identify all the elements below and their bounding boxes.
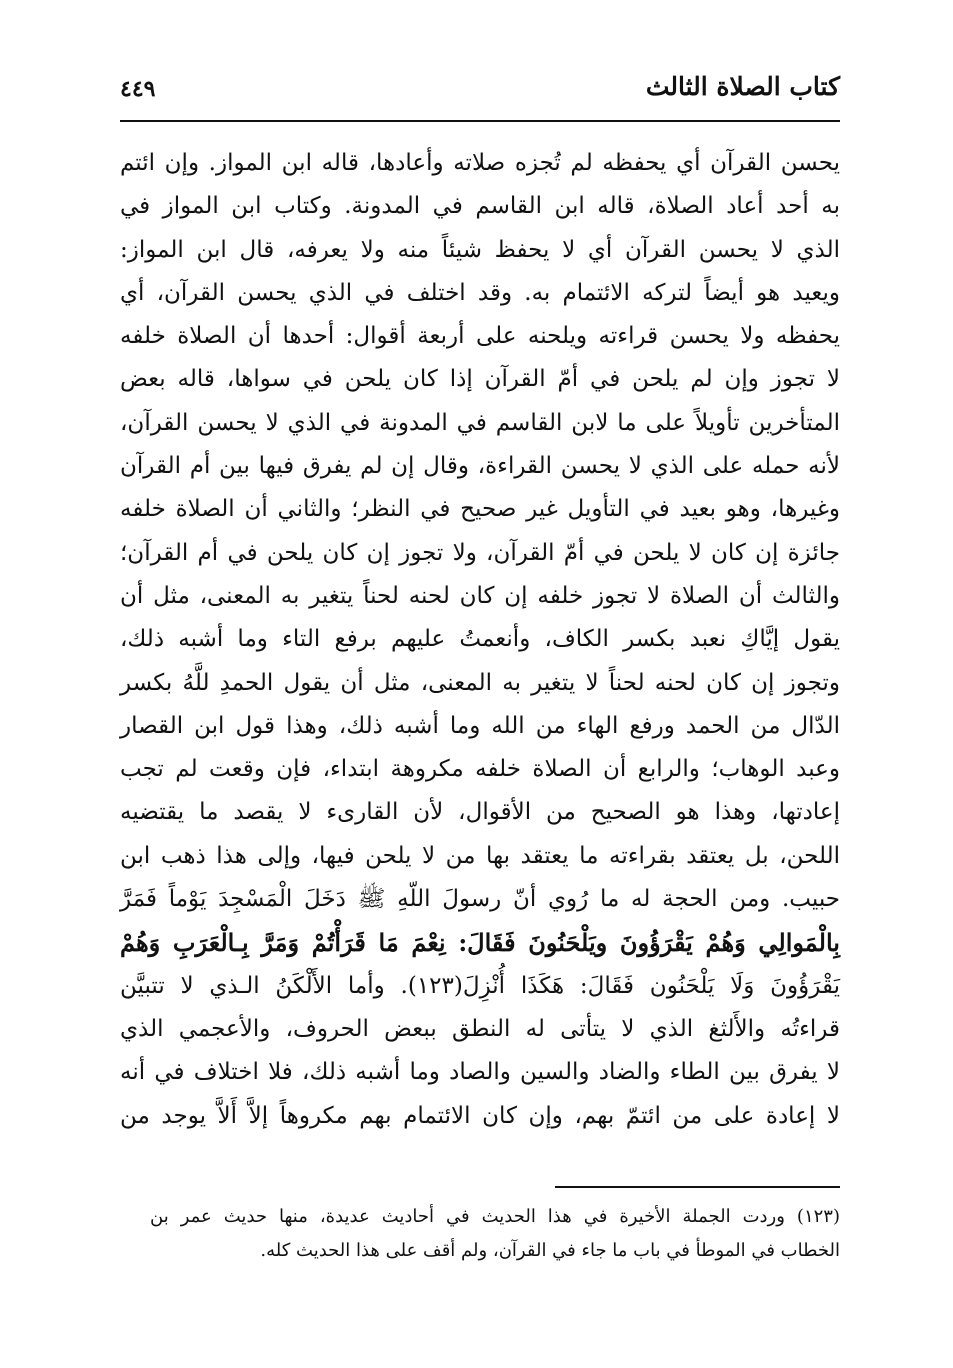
footnote-line: الخطاب في الموطأ في باب ما جاء في القرآن، ولم أقف على هذا الحديث كله.: [260, 1240, 840, 1261]
chapter-title: كتاب الصلاة الثالث: [645, 72, 840, 101]
text-line: لأنه حمله على الذي لا يحسن القراءة، وقال إن لم يفرق فيها بين أم القرآن: [120, 453, 840, 480]
text-line: لا تجوز وإن لم يلحن في أمّ القرآن إذا كان يلحن في سواها، قاله بعض: [120, 366, 840, 393]
footnotes: [150, 1200, 840, 1268]
text-line: حبيب. ومن الحجة له ما رُوي أنّ رسولَ اللّهِ ﷺ دَخَلَ الْمَسْجِدَ يَوْماً فَمَرَّ: [120, 886, 840, 913]
footnote-line: (١٢٣) وردت الجملة الأخيرة في هذا الحديث في أحاديث عديدة، منها حديث عمر بن: [150, 1206, 840, 1227]
text-line: يحسن القرآن أي يحفظه لم تُجزه صلاته وأعادها، قاله ابن المواز. وإن ائتم: [120, 150, 840, 176]
text-line: يقول إيَّاكِ نعبد بكسر الكاف، وأنعمتُ عليهم برفع التاء وما أشبه ذلك،: [120, 626, 840, 653]
text-line: والثالث أن الصلاة لا تجوز خلفه إن كان لحنه لحناً يتغير به المعنى، مثل أن: [120, 582, 840, 609]
main-text: [120, 142, 840, 1138]
text-line: المتأخرين تأويلاً على ما لابن القاسم في المدونة في الذي لا يحسن القرآن،: [120, 409, 840, 436]
text-line: وعبد الوهاب؛ والرابع أن الصلاة خلفه مكروهة ابتداء، فإن وقعت لم تجب: [120, 756, 840, 783]
text-line: قراءتُه والأَلثغ الذي لا يتأتى له النطق ببعض الحروف، والأعجمي الذي: [120, 1015, 840, 1042]
text-line: ويعيد هو أيضاً لتركه الائتمام به. وقد اختلف في الذي يحسن القرآن، أي: [120, 279, 840, 306]
text-line: يَقْرَؤُونَ وَلَا يَلْحَنُون فَقَالَ: هَكَذَا أُنْزِلَ(١٢٣). وأما الأَلْكَنُ الـذي لا تتبيَّن: [120, 972, 840, 999]
text-line: اللحن، بل يعتقد بقراءته ما يعتقد بها من لا يلحن فيها، وإلى هذا ذهب ابن: [120, 842, 840, 869]
running-header: [120, 68, 840, 116]
text-line: وتجوز إن كان لحنه لحناً لا يتغير به المعنى، مثل أن يقول الحمدِ للَّهُ بكسر: [120, 669, 840, 696]
footnote-rule: [555, 1186, 840, 1188]
text-line: الذي لا يحسن القرآن أي لا يحفظ شيئاً منه ولا يعرفه، قال ابن المواز:: [120, 236, 840, 263]
text-line: به أحد أعاد الصلاة، قاله ابن القاسم في المدونة. وكتاب ابن المواز في: [120, 193, 840, 220]
text-line: يحفظه ولا يحسن قراءته ويلحنه على أربعة أقوال: أحدها أن الصلاة خلفه: [120, 323, 840, 350]
header-rule: [120, 120, 840, 122]
text-line: الدّال من الحمد ورفع الهاء من الله وما أشبه ذلك، وهذا قول ابن القصار: [120, 712, 840, 739]
page-number: ٤٤٩: [120, 76, 156, 102]
text-line: جائزة إن كان لا يلحن في أمّ القرآن، ولا تجوز إن كان يلحن في أم القرآن؛: [120, 539, 840, 566]
text-line: وغيرها، وهو بعيد في التأويل غير صحيح في النظر؛ والثاني أن الصلاة خلفه: [120, 496, 840, 523]
hadith-line: بِالْمَوالِي وَهُمْ يَقْرَؤُونَ ويَلْحَنُونَ فَقَالَ: نِعْمَ مَا قَرَأْتُمْ وَمَرَّ بِـالْعَرَبِ وَهُمْ: [120, 928, 840, 958]
text-line: لا يفرق بين الطاء والضاد والسين والصاد وما أشبه ذلك، فلا اختلاف في أنه: [120, 1059, 840, 1086]
text-line: لا إعادة على من ائتمّ بهم، وإن كان الائتمام بهم مكروهاً إلاَّ أَلاَّ يوجد من: [120, 1102, 840, 1129]
text-line: إعادتها، وهذا هو الصحيح من الأقوال، لأن القارىء لا يقصد ما يقتضيه: [120, 799, 840, 826]
